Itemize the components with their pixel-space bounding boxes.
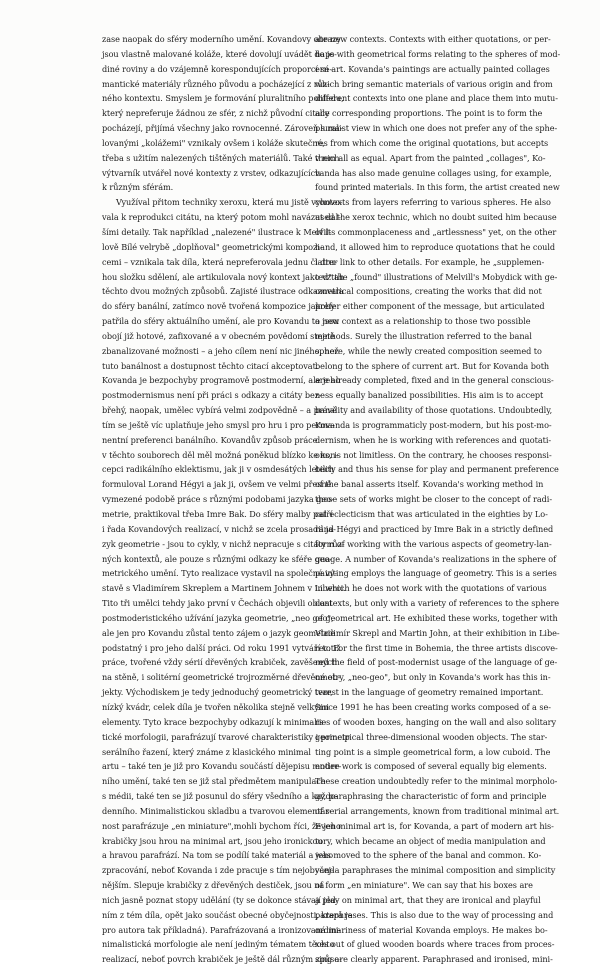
text-line: entire work is composed of several equally big elements. [315,761,547,772]
text-line: of geometrical art. He exhibited these works, together with [315,612,558,623]
text-line: sing are clearly apparent. Paraphrased and ironised, mini- [315,954,553,965]
text-line: xes out of glued wooden boards where traces from proces- [315,939,555,950]
text-line: zase naopak do sféry moderního umění. Kovandovy obrazy [102,34,341,44]
text-line: ting point is a simple geometrical form, a low cuboid. The [315,746,551,757]
text-line: found printed materials. In this form, the artist created new [315,182,560,193]
text-line: gy, paraphrasing the characteristic of form and principle [315,791,547,802]
text-line: of serial arrangements, known from traditional minimal art. [315,805,560,816]
text-line: podstatný i pro jeho další práci. Od roku 1991 vytváří totiž [102,642,341,653]
text-line: metrie, praktikoval třeba Imre Bak. Do sféry malby patří [102,509,333,519]
text-line: na stěně, i solitérní geometrické trojrozměrné dřevěné ob- [102,672,341,683]
text-line: Využíval přitom techniky xeroxu, která mu jistě vyhovo- [116,197,343,208]
text-line: latter link to other details. For example, he „supplemen- [315,256,545,267]
text-line: prefer either component of the message, but articulated [315,301,545,312]
text-line: ometry, „neo-geo", but only in Kovanda's work has this in- [315,672,551,683]
text-line: rand Hégyi and practiced by Imre Bak in a strictly defined [315,523,554,534]
text-line: haps with geometrical forms relating to the spheres of mod- [315,48,561,59]
text-line: hou složku sdělení, ale artikulovala nový kontext jako vztah [102,271,345,282]
text-line: ometrical compositions, creating the works that did not [315,286,542,297]
text-line: rec. For the first time in Bohemia, the three artists discove- [315,642,558,653]
text-line: artu – také ten je již pro Kovandu součástí dějepisu moder- [102,761,342,772]
text-line: belong to the sphere of current art. But for Kovanda both [315,360,550,371]
text-line: denního. Minimalistickou skladbu a tvarovou elementár- [102,805,332,816]
text-line: výtvarník utvářel nové kontexty z vrstev, odkazujících [102,167,321,178]
text-line: cepci radikálního eklektismu, jak ji v osmdesátých letech [102,464,335,475]
text-line: lově Bílé velrybě „doplňoval" geometrickými kompozi- [102,241,323,252]
text-line: cemi – vznikala tak díla, která nepreferovala jednu či dru- [102,256,338,267]
text-line: in which he does not work with the quotations of various [315,583,547,594]
text-line: those sets of works might be closer to the concept of radi- [315,494,553,505]
text-line: diné roviny a do vzájemně korespondujících proporcí sé- [102,63,332,74]
text-line: contexts, but only with a variety of references to the sphere [315,598,560,609]
text-line: tory, which became an object of media manipulation and [315,835,546,846]
text-line: nějším. Slepuje krabičky z dřevěných destiček, jsou na [102,880,325,891]
text-line: of its commonplaceness and „artlessness" yet, on the other [315,226,557,237]
text-line: red the field of post-modernist usage of the language of ge- [315,657,558,668]
text-line: Kovanda je bezpochyby programově postmoderní, ale jeho [102,375,341,386]
text-line: of the banal asserts itself. Kovanda's working method in [315,479,544,490]
text-line: pluralist view in which one does not prefer any of the sphe- [315,123,558,134]
text-line: nentní preferenci banálního. Kovandův způsob práce [102,434,318,445]
text-line: pro autora tak příkladná). Parafrázovaná a ironizovaná mi- [102,924,342,935]
text-line: them all as equal. Apart from the painted „collages", Ko- [315,152,546,163]
english-text-column [315,32,561,967]
text-line: methods. Surely the illustration referred to the banal [315,330,532,341]
text-line: different contexts into one plane and place them into mutu- [315,93,558,104]
text-line: který nepreferuje žádnou ze sfér, z nichž původní citace [102,108,330,119]
text-line: ných kontextů, ale pouze s různými odkazy ke sféře geo- [102,553,333,564]
text-line: ons, is not limitless. On the contrary, he chooses responsi- [315,449,552,460]
text-line: paraphrases. This is also due to the way of processing and [315,909,554,920]
text-line: stavě s Vladimírem Skreplem a Martinem Johnem v Liberci. [102,583,346,594]
text-line: banality and availability of those quotations. Undoubtedly, [315,405,553,416]
text-line: jsou vlastně malované koláže, které dovolují uvádět do je- [102,48,337,59]
text-line: Tito tři umělci tehdy jako první v Čechách objevili oblast [102,598,333,609]
text-line: serálního řazení, který známe z klasického minimal [102,746,311,757]
text-line: These creation undoubtedly refer to the minimal morpholo- [315,776,558,787]
text-line: of form „en miniature". We can say that his boxes are [315,880,533,891]
text-line: dernism, when he is working with references and quotati- [315,434,552,445]
text-line: hand, it allowed him to reproduce quotations that he could [315,241,556,252]
text-line: ted" the „found" illustrations of Melvill's Mobydick with ge- [315,271,558,282]
text-line: guage. A number of Kovanda's realizations in the sphere of [315,553,557,564]
text-line: práce, tvořené vždy sérií dřevěných krabiček, zavěšených [102,657,338,668]
text-line: which bring semantic materials of various origin and from [315,78,553,89]
text-line: sphere, while the newly created composition seemed to [315,345,542,356]
text-line: Even minimal art is, for Kovanda, a part of modern art his- [315,820,554,831]
text-line: nich jasně poznat stopy udělání (ty se dokonce stávají jed- [102,894,339,905]
text-line: vymezené podobě práce s různými podobami jazyka geo- [102,494,334,505]
text-line: Vladimír Skrepl and Martin John, at their exhibition in Libe- [315,627,560,638]
text-line: Since 1991 he has been creating works composed of a se- [315,701,551,712]
text-line: are already completed, fixed and in the general conscious- [315,375,554,386]
text-line: realizací, neboť povrch krabiček je ještě dál různým způso- [102,954,342,965]
text-line: formuloval Lorand Hégyi a jak ji, ovšem ve velmi přesně [102,479,332,490]
text-line: zyk geometrie - jsou to cykly, v nichž nepracuje s citáty růz- [102,538,345,549]
text-line: ního umění, také ten se již stal předmětem manipulace [102,776,326,787]
text-line: tické morfologii, parafrázují tvarové charakteristiky i princip [102,731,350,742]
text-line: břehý, naopak, umělec vybírá velmi zodpovědně – a právě [102,405,337,416]
text-line: ate new contexts. Contexts with either quotations, or per- [315,34,551,44]
text-line: vanda has also made genuine collages using, for example, [315,167,552,178]
text-line: a new context as a relationship to those two possible [315,316,531,327]
text-line: elementy. Tyto krace bezpochyby odkazují k minimalis- [102,716,327,727]
text-line: třeba s užitím nalezených tištěných materiálů. Také v nich [102,152,340,163]
text-line: patřila do sféry aktuálního umění, ale pro Kovandu to jsou [102,316,339,327]
text-line: geometrical three-dimensional wooden objects. The star- [315,731,548,742]
text-line: tuto banálnost a dostupnost těchto citací akceptovat. [102,360,319,371]
text-line: ného kontextu. Smyslem je formování pluralitního pohledu, [102,93,344,104]
text-line: ally corresponding proportions. The point is to form the [315,108,543,119]
text-line: terest in the language of geometry remained important. [315,687,544,698]
text-line: res from which come the original quotations, but accepts [315,137,549,148]
text-line: obojí již hotové, zafixované a v obecném povědomí stejně [102,330,335,341]
text-line: postmodernismus není při práci s odkazy a citáty bez- [102,390,322,401]
text-line: nízký kvádr, celek díla je tvořen několika stejně velkými [102,701,329,712]
text-line: zpracování, neboť Kovanda i zde pracuje s tím nejobyčej- [102,865,334,876]
text-line: krabičky jsou hrou na minimal art, jsou jeho ironickou [102,835,323,846]
text-line: tím se ještě víc uplatňuje jeho smysl pro hru i pro perma- [102,419,336,430]
text-line: was moved to the sphere of the banal and common. Ko- [315,850,542,861]
text-line: form of working with the various aspects of geometry-lan- [315,538,552,549]
text-line: contexts from layers referring to various spheres. He also [315,197,551,208]
text-line: ordinariness of material Kovanda employs. He makes bo- [315,924,548,935]
text-line: vanda paraphrases the minimal composition and simplicity [315,865,556,876]
text-line: cal eclecticism that was articulated in the eighties by Lo- [315,509,548,519]
text-line: Kovanda is programmaticly post-modern, but his post-mo- [315,419,552,430]
text-line: šími detaily. Tak například „nalezené" ilustrace k Melvil- [102,226,332,237]
text-line: těchto dvou možných způsobů. Zajisté ilustrace odkazovala [102,286,344,297]
text-line: s médii, také ten se již posunul do sféry všedního a každo- [102,791,339,802]
text-line: a hravou parafrází. Na tom se podílí také materiál a jeho [102,850,334,861]
text-line: painting employs the language of geometry. This is a series [315,568,557,579]
text-line: bility and thus his sense for play and permanent preference [315,464,559,475]
czech-text-column [102,32,353,967]
text-line: ries of wooden boxes, hanging on the wall and also solitary [315,716,557,727]
text-line: postmoderistického užívání jazyka geometrie, „neo geo", [102,612,334,623]
text-line: ness equally banalized possibilities. His aim is to accept [315,390,544,401]
text-line: v těchto souborech děl měl možná poněkud blízko ke kon- [102,449,339,460]
text-line: used the xerox technic, which no doubt suited him because [315,212,557,223]
text-line: i řada Kovandových realizací, v nichž se zcela prosadil ja- [102,523,336,534]
text-line: ern art. Kovanda's paintings are actually painted collages [315,63,550,74]
text-line: k různým sférám. [102,182,174,193]
text-line: ale jen pro Kovandu zůstal tento zájem o jazyk geometrie [102,627,336,638]
text-line: metrického umění. Tyto realizace vystavil na společné vý- [102,568,337,579]
text-line: vala k reprodukci citátu, na který potom mohl navázat dal- [102,212,341,223]
text-line: nimalistická morfologie ale není jediným tématem těchto [102,939,335,950]
text-line: a play on minimal art, that they are ironical and playful [315,894,541,905]
text-line: do sféry banální, zatímco nově tvořená kompozice jakoby [102,301,336,312]
text-line: zbanalizované možnosti – a jeho cílem není nic jiného, než [102,345,339,356]
text-line: jekty. Východiskem je tedy jednoduchý geometrický tvar, [102,687,333,698]
text-line: mantické materiály různého původu a pocházející z růz- [102,78,330,89]
text-line: ním z tém díla, opět jako součást obecné obyčejnosti, která je [102,909,353,920]
text-line: pocházejí, přijímá všechny jako rovnocenné. Zároveň s ma- [102,123,343,134]
text-line: nost parafrázuje „en miniature",mohli bychom říci, že jeho [102,820,341,831]
text-line: lovanými „kolážemi" vznikaly ovšem i koláže skutečné, [102,137,325,148]
